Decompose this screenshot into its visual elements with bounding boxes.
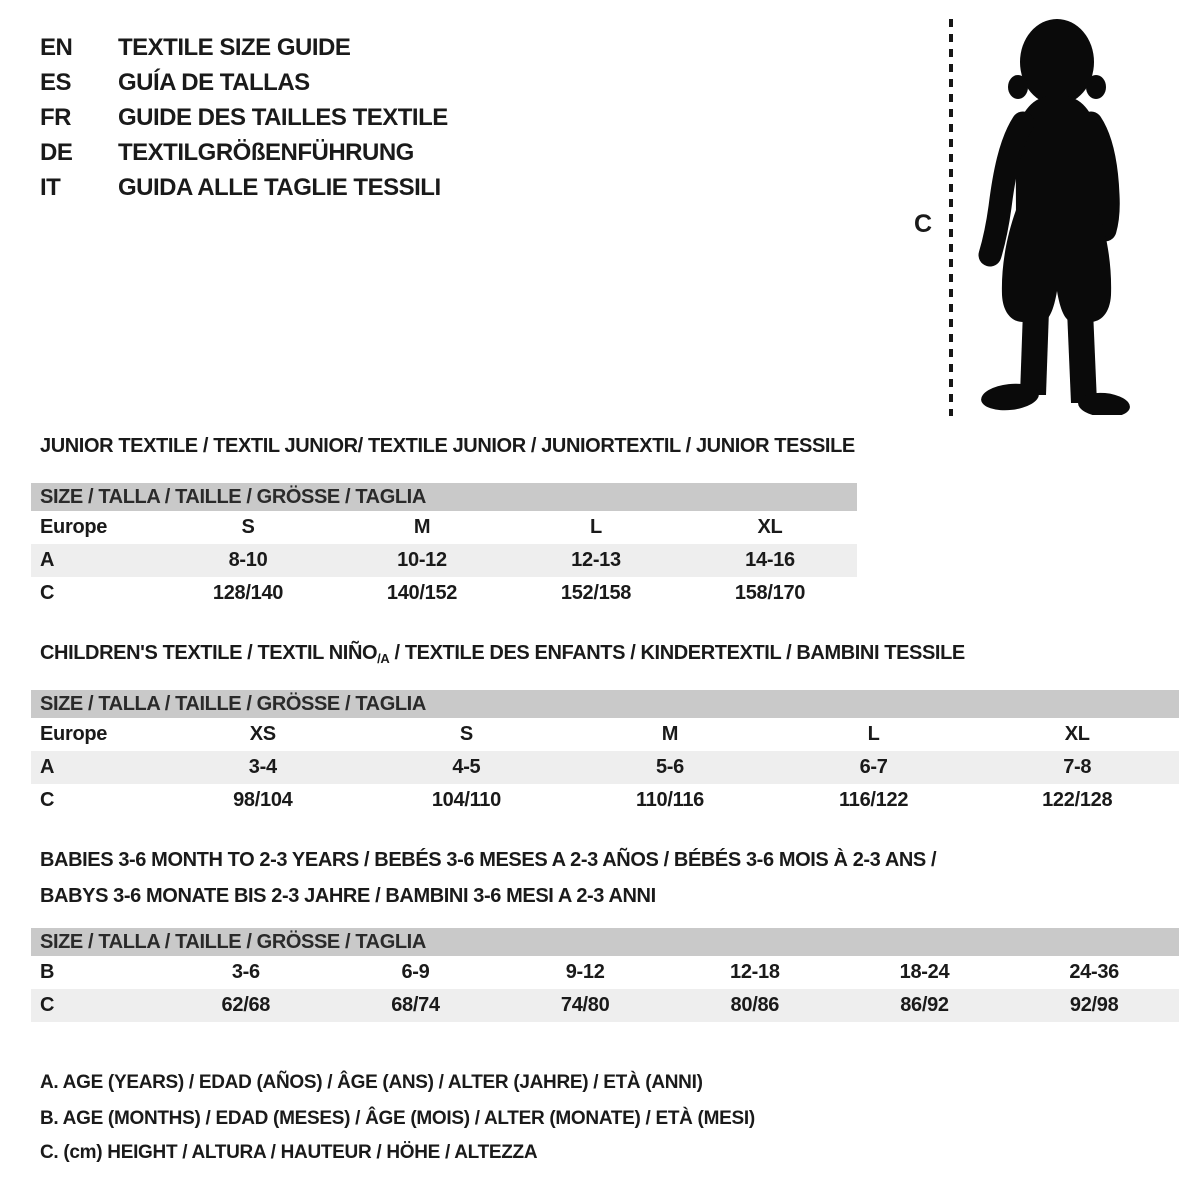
cell: 12-18 (730, 961, 780, 983)
babies-row-b (31, 956, 1179, 989)
column-header: Europe (40, 516, 108, 538)
cell: 74/80 (560, 994, 610, 1016)
legend-line-a: A. AGE (YEARS) / EDAD (AÑOS) / ÂGE (ANS) / ALTER (JAHRE) / ETÀ (ANNI) (40, 1072, 703, 1093)
language-row-es (40, 65, 448, 100)
row-label: A (40, 549, 55, 571)
row-label: C (40, 582, 55, 604)
babies-row-c (31, 989, 1179, 1022)
cell: 4-5 (452, 756, 481, 778)
babies-section-title-line1: BABIES 3-6 MONTH TO 2-3 YEARS / BEBÉS 3-6 MESES A 2-3 AÑOS / BÉBÉS 3-6 MOIS À 2-3 ANS / (40, 849, 937, 871)
column-header: L (867, 723, 880, 745)
language-title: GUÍA DE TALLAS (118, 69, 310, 96)
toddler-silhouette-icon (960, 15, 1140, 415)
language-title: GUIDA ALLE TAGLIE TESSILI (118, 174, 441, 201)
cell: 14-16 (745, 549, 795, 571)
column-header: XL (757, 516, 783, 538)
children-section-title (40, 642, 965, 666)
junior-size-table (31, 483, 857, 610)
cell: 98/104 (233, 789, 293, 811)
dashed-height-line (949, 19, 953, 416)
cell: 80/86 (730, 994, 780, 1016)
column-header: XS (249, 723, 276, 745)
junior-row-a (31, 544, 857, 577)
language-code: EN (40, 34, 73, 61)
language-row-it (40, 170, 448, 205)
junior-columns-row (31, 511, 857, 544)
cell: 158/170 (734, 582, 806, 604)
column-header: L (590, 516, 602, 538)
cell: 6-9 (401, 961, 430, 983)
cell: 122/128 (1042, 789, 1113, 811)
cell: 116/122 (839, 789, 909, 811)
children-size-header: SIZE / TALLA / TAILLE / GRÖSSE / TAGLIA (31, 690, 1179, 718)
language-row-de (40, 135, 448, 170)
language-row-fr (40, 100, 448, 135)
cell: 6-7 (859, 756, 888, 778)
cell: 24-36 (1069, 961, 1119, 983)
cell: 104/110 (431, 789, 501, 811)
babies-size-table (31, 928, 1179, 1022)
cell: 8-10 (228, 549, 268, 571)
legend-line-c: C. (cm) HEIGHT / ALTURA / HAUTEUR / HÖHE / ALTEZZA (40, 1142, 538, 1163)
row-label: A (40, 756, 55, 778)
children-title-pre: CHILDREN'S TEXTILE / TEXTIL NIÑO (40, 642, 378, 664)
cell: 5-6 (655, 756, 684, 778)
cell: 92/98 (1069, 994, 1119, 1016)
language-row-en (40, 30, 448, 65)
cell: 128/140 (212, 582, 284, 604)
column-header: M (413, 516, 431, 538)
cell: 3-6 (231, 961, 260, 983)
cell: 12-13 (571, 549, 621, 571)
height-measure-label: C (914, 210, 933, 238)
babies-section-title-line2: BABYS 3-6 MONATE BIS 2-3 JAHRE / BAMBINI 3-6 MESI A 2-3 ANNI (40, 885, 656, 907)
language-title-list (40, 30, 448, 205)
cell: 68/74 (391, 994, 440, 1016)
language-title: TEXTILE SIZE GUIDE (118, 34, 351, 61)
row-label: B (40, 961, 55, 983)
children-size-table (31, 690, 1179, 817)
language-code: ES (40, 69, 72, 96)
language-title: TEXTILGRÖßENFÜHRUNG (118, 139, 414, 166)
row-label: C (40, 789, 55, 811)
junior-size-header: SIZE / TALLA / TAILLE / GRÖSSE / TAGLIA (31, 483, 857, 511)
cell: 9-12 (565, 961, 605, 983)
cell: 10-12 (397, 549, 447, 571)
cell: 18-24 (899, 961, 950, 983)
children-columns-row (31, 718, 1179, 751)
cell: 62/68 (221, 994, 271, 1016)
language-code: IT (40, 174, 61, 201)
junior-row-c (31, 577, 857, 610)
cell: 110/116 (635, 789, 704, 811)
language-code: DE (40, 139, 73, 166)
cell: 3-4 (248, 756, 277, 778)
cell: 86/92 (900, 994, 949, 1016)
children-title-sub: /A (377, 651, 390, 666)
row-label: C (40, 994, 55, 1016)
column-header: Europe (40, 723, 108, 745)
babies-size-header: SIZE / TALLA / TAILLE / GRÖSSE / TAGLIA (31, 928, 1179, 956)
children-row-a (31, 751, 1179, 784)
cell: 7-8 (1063, 756, 1092, 778)
children-row-c (31, 784, 1179, 817)
column-header: S (241, 516, 255, 538)
language-code: FR (40, 104, 71, 131)
column-header: S (459, 723, 473, 745)
cell: 140/152 (386, 582, 458, 604)
column-header: M (661, 723, 679, 745)
column-header: XL (1064, 723, 1090, 745)
children-title-post: / TEXTILE DES ENFANTS / KINDERTEXTIL / BAMBINI TESSILE (389, 642, 965, 664)
language-title: GUIDE DES TAILLES TEXTILE (118, 104, 448, 131)
legend-line-b: B. AGE (MONTHS) / EDAD (MESES) / ÂGE (MOIS) / ALTER (MONATE) / ETÀ (MESI) (40, 1108, 755, 1129)
junior-section-title: JUNIOR TEXTILE / TEXTIL JUNIOR/ TEXTILE JUNIOR / JUNIORTEXTIL / JUNIOR TESSILE (40, 435, 855, 457)
cell: 152/158 (560, 582, 632, 604)
